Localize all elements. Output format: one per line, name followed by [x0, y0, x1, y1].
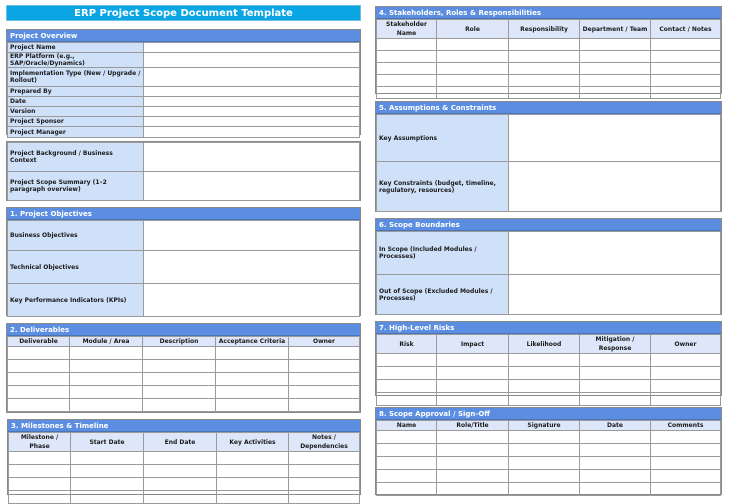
table-cell[interactable] [509, 431, 580, 444]
table-cell[interactable] [377, 367, 437, 380]
table-cell[interactable] [143, 399, 216, 412]
table-row [377, 457, 721, 470]
table-cell[interactable] [437, 457, 509, 470]
table-cell[interactable] [580, 87, 651, 99]
table-cell[interactable] [289, 373, 360, 386]
project-overview-section [6, 29, 361, 135]
column-header: Owner [289, 337, 360, 347]
table-cell[interactable] [651, 87, 721, 99]
field-label: Project Sponsor [8, 117, 144, 127]
table-cell[interactable] [437, 470, 509, 483]
table-cell[interactable] [509, 457, 580, 470]
table-row [377, 380, 721, 393]
table-cell[interactable] [8, 399, 70, 412]
table-row [8, 399, 360, 412]
column-header: Deliverable [8, 337, 70, 347]
column-header: Contact / Notes [651, 20, 721, 39]
field-label: Business Objectives [8, 221, 144, 251]
table-row [377, 63, 721, 75]
table-cell[interactable] [144, 452, 217, 465]
table-cell[interactable] [580, 51, 651, 63]
date-field[interactable] [144, 97, 360, 107]
column-header: Owner [651, 335, 721, 354]
table-cell[interactable] [71, 465, 144, 478]
table-cell[interactable] [651, 444, 721, 457]
table-row [8, 347, 360, 360]
field-label: Out of Scope (Excluded Modules / Processes) [377, 275, 509, 315]
section-header: 2. Deliverables [7, 324, 360, 336]
stakeholders-table [376, 19, 721, 99]
column-header: Likelihood [509, 335, 580, 354]
table-row [377, 393, 721, 406]
table-cell[interactable] [217, 491, 289, 504]
table-cell[interactable] [509, 51, 580, 63]
table-cell[interactable] [651, 51, 721, 63]
table-cell[interactable] [143, 347, 216, 360]
field-label: ERP Platform (e.g., SAP/Oracle/Dynamics) [8, 53, 144, 68]
table-cell[interactable] [289, 478, 360, 491]
table-cell[interactable] [70, 399, 143, 412]
table-cell[interactable] [509, 87, 580, 99]
table-row [377, 431, 721, 444]
table-cell[interactable] [437, 444, 509, 457]
table-cell[interactable] [70, 360, 143, 373]
table-cell[interactable] [377, 75, 437, 87]
table-cell[interactable] [289, 360, 360, 373]
section-header: Project Overview [7, 30, 360, 42]
table-cell[interactable] [9, 478, 71, 491]
risks-section [375, 321, 722, 396]
table-row [9, 465, 360, 478]
in-scope-field[interactable] [509, 232, 721, 275]
table-cell[interactable] [9, 452, 71, 465]
table-cell[interactable] [71, 491, 144, 504]
field-label: Project Manager [8, 127, 144, 138]
table-row [9, 491, 360, 504]
kpis-field[interactable] [144, 284, 360, 317]
table-cell[interactable] [509, 367, 580, 380]
table-cell[interactable] [651, 367, 721, 380]
section-header: 1. Project Objectives [7, 208, 360, 220]
table-cell[interactable] [437, 483, 509, 496]
table-cell[interactable] [580, 444, 651, 457]
version-field[interactable] [144, 107, 360, 117]
table-cell[interactable] [580, 63, 651, 75]
table-row [377, 39, 721, 51]
table-cell[interactable] [651, 457, 721, 470]
column-header: Notes / Dependencies [289, 433, 360, 452]
table-cell[interactable] [580, 380, 651, 393]
section-header: 3. Milestones & Timeline [8, 420, 360, 432]
table-cell[interactable] [377, 380, 437, 393]
table-cell[interactable] [437, 367, 509, 380]
assumptions-table [376, 114, 721, 212]
table-cell[interactable] [651, 63, 721, 75]
table-cell[interactable] [9, 465, 71, 478]
table-row [377, 470, 721, 483]
table-cell[interactable] [377, 63, 437, 75]
key-constraints-field[interactable] [509, 162, 721, 212]
table-row [8, 360, 360, 373]
approval-table [376, 420, 721, 496]
table-cell[interactable] [580, 483, 651, 496]
table-cell[interactable] [509, 483, 580, 496]
table-cell[interactable] [377, 470, 437, 483]
project-name-field[interactable] [144, 43, 360, 53]
table-cell[interactable] [289, 452, 360, 465]
table-cell[interactable] [377, 39, 437, 51]
column-header: Start Date [71, 433, 144, 452]
table-cell[interactable] [289, 465, 360, 478]
table-cell[interactable] [8, 373, 70, 386]
project-context-section [6, 141, 361, 201]
table-cell[interactable] [651, 393, 721, 406]
section-header: 4. Stakeholders, Roles & Responsibilities [376, 7, 721, 19]
table-cell[interactable] [437, 354, 509, 367]
table-cell[interactable] [289, 386, 360, 399]
table-cell[interactable] [580, 431, 651, 444]
table-cell[interactable] [216, 347, 289, 360]
table-cell[interactable] [580, 75, 651, 87]
boundaries-table [376, 231, 721, 315]
column-header: Comments [651, 421, 721, 431]
field-label: Date [8, 97, 144, 107]
table-cell[interactable] [8, 360, 70, 373]
table-cell[interactable] [217, 452, 289, 465]
field-label: Key Performance Indicators (KPIs) [8, 284, 144, 317]
table-row [377, 354, 721, 367]
table-cell[interactable] [217, 465, 289, 478]
table-row [9, 452, 360, 465]
table-cell[interactable] [377, 51, 437, 63]
table-cell[interactable] [217, 478, 289, 491]
table-cell[interactable] [144, 491, 217, 504]
table-cell[interactable] [377, 393, 437, 406]
out-of-scope-field[interactable] [509, 275, 721, 315]
table-cell[interactable] [651, 431, 721, 444]
table-cell[interactable] [216, 360, 289, 373]
project-sponsor-field[interactable] [144, 117, 360, 127]
table-cell[interactable] [437, 39, 509, 51]
table-cell[interactable] [437, 51, 509, 63]
column-header: Responsibility [509, 20, 580, 39]
project-background-field[interactable] [144, 143, 360, 172]
table-cell[interactable] [216, 399, 289, 412]
section-header: 7. High-Level Risks [376, 322, 721, 334]
table-cell[interactable] [580, 39, 651, 51]
table-cell[interactable] [377, 483, 437, 496]
table-cell[interactable] [70, 347, 143, 360]
field-label: Implementation Type (New / Upgrade / Rollout) [8, 68, 144, 87]
column-header: Name [377, 421, 437, 431]
table-cell[interactable] [289, 347, 360, 360]
table-cell[interactable] [509, 39, 580, 51]
field-label: Project Scope Summary (1–2 paragraph overview) [8, 172, 144, 201]
field-label: Key Constraints (budget, timeline, regulatory, resources) [377, 162, 509, 212]
column-header: Role [437, 20, 509, 39]
field-label: Technical Objectives [8, 251, 144, 284]
table-row [377, 367, 721, 380]
column-header: Signature [509, 421, 580, 431]
table-row [8, 373, 360, 386]
table-cell[interactable] [509, 470, 580, 483]
field-label: Project Background / Business Context [8, 143, 144, 172]
table-cell[interactable] [70, 386, 143, 399]
stakeholders-section [375, 6, 722, 94]
table-cell[interactable] [509, 75, 580, 87]
column-header: End Date [144, 433, 217, 452]
table-cell[interactable] [437, 380, 509, 393]
table-cell[interactable] [437, 431, 509, 444]
context-table [7, 142, 360, 201]
section-header: 5. Assumptions & Constraints [376, 102, 721, 114]
table-cell[interactable] [437, 63, 509, 75]
table-cell[interactable] [289, 491, 360, 504]
table-cell[interactable] [437, 393, 509, 406]
field-label: Project Name [8, 43, 144, 53]
table-cell[interactable] [216, 386, 289, 399]
table-cell[interactable] [9, 491, 71, 504]
key-assumptions-field[interactable] [509, 115, 721, 162]
table-cell[interactable] [8, 347, 70, 360]
objectives-table [7, 220, 360, 317]
overview-table [7, 42, 360, 138]
section-header: 6. Scope Boundaries [376, 219, 721, 231]
table-cell[interactable] [509, 393, 580, 406]
prepared-by-field[interactable] [144, 87, 360, 97]
table-cell[interactable] [651, 75, 721, 87]
project-scope-summary-field[interactable] [144, 172, 360, 201]
table-cell[interactable] [8, 386, 70, 399]
table-cell[interactable] [216, 373, 289, 386]
table-cell[interactable] [377, 444, 437, 457]
table-cell[interactable] [580, 393, 651, 406]
table-cell[interactable] [509, 380, 580, 393]
risks-table [376, 334, 721, 406]
column-header: Impact [437, 335, 509, 354]
table-cell[interactable] [580, 367, 651, 380]
column-header: Department / Team [580, 20, 651, 39]
table-cell[interactable] [651, 380, 721, 393]
project-objectives-section [6, 207, 361, 316]
table-row [377, 444, 721, 457]
milestones-table [8, 432, 360, 504]
field-label: In Scope (Included Modules / Processes) [377, 232, 509, 275]
table-cell[interactable] [651, 470, 721, 483]
table-cell[interactable] [651, 483, 721, 496]
deliverables-section [6, 323, 361, 413]
column-header: Mitigation / Response [580, 335, 651, 354]
table-row [377, 75, 721, 87]
section-header: 8. Scope Approval / Sign-Off [376, 408, 721, 420]
implementation-type-field[interactable] [144, 68, 360, 87]
column-header: Risk [377, 335, 437, 354]
deliverables-table [7, 336, 360, 412]
column-header: Module / Area [70, 337, 143, 347]
column-header: Acceptance Criteria [216, 337, 289, 347]
table-cell[interactable] [144, 478, 217, 491]
table-cell[interactable] [377, 431, 437, 444]
table-row [377, 483, 721, 496]
table-row [377, 87, 721, 99]
field-label: Key Assumptions [377, 115, 509, 162]
column-header: Description [143, 337, 216, 347]
table-cell[interactable] [144, 465, 217, 478]
table-row [8, 386, 360, 399]
table-row [377, 51, 721, 63]
table-cell[interactable] [580, 457, 651, 470]
table-cell[interactable] [377, 87, 437, 99]
table-cell[interactable] [143, 360, 216, 373]
document-title: ERP Project Scope Document Template [6, 5, 361, 21]
column-header: Key Activities [217, 433, 289, 452]
table-cell[interactable] [289, 399, 360, 412]
column-header: Date [580, 421, 651, 431]
technical-objectives-field[interactable] [144, 251, 360, 284]
assumptions-section [375, 101, 722, 212]
table-cell[interactable] [509, 354, 580, 367]
column-header: Stakeholder Name [377, 20, 437, 39]
table-cell[interactable] [580, 470, 651, 483]
table-cell[interactable] [509, 63, 580, 75]
table-cell[interactable] [580, 354, 651, 367]
approval-section [375, 407, 722, 495]
project-manager-field[interactable] [144, 127, 360, 138]
table-row [9, 478, 360, 491]
table-cell[interactable] [509, 444, 580, 457]
field-label: Prepared By [8, 87, 144, 97]
table-cell[interactable] [377, 354, 437, 367]
table-cell[interactable] [71, 452, 144, 465]
scope-boundaries-section [375, 218, 722, 315]
table-cell[interactable] [71, 478, 144, 491]
erp-platform-field[interactable] [144, 53, 360, 68]
table-cell[interactable] [143, 386, 216, 399]
table-cell[interactable] [651, 39, 721, 51]
table-cell[interactable] [437, 75, 509, 87]
business-objectives-field[interactable] [144, 221, 360, 251]
table-cell[interactable] [143, 373, 216, 386]
column-header: Role/Title [437, 421, 509, 431]
table-cell[interactable] [651, 354, 721, 367]
field-label: Version [8, 107, 144, 117]
table-cell[interactable] [377, 457, 437, 470]
table-cell[interactable] [437, 87, 509, 99]
column-header: Milestone / Phase [9, 433, 71, 452]
milestones-section [7, 419, 361, 495]
table-cell[interactable] [70, 373, 143, 386]
